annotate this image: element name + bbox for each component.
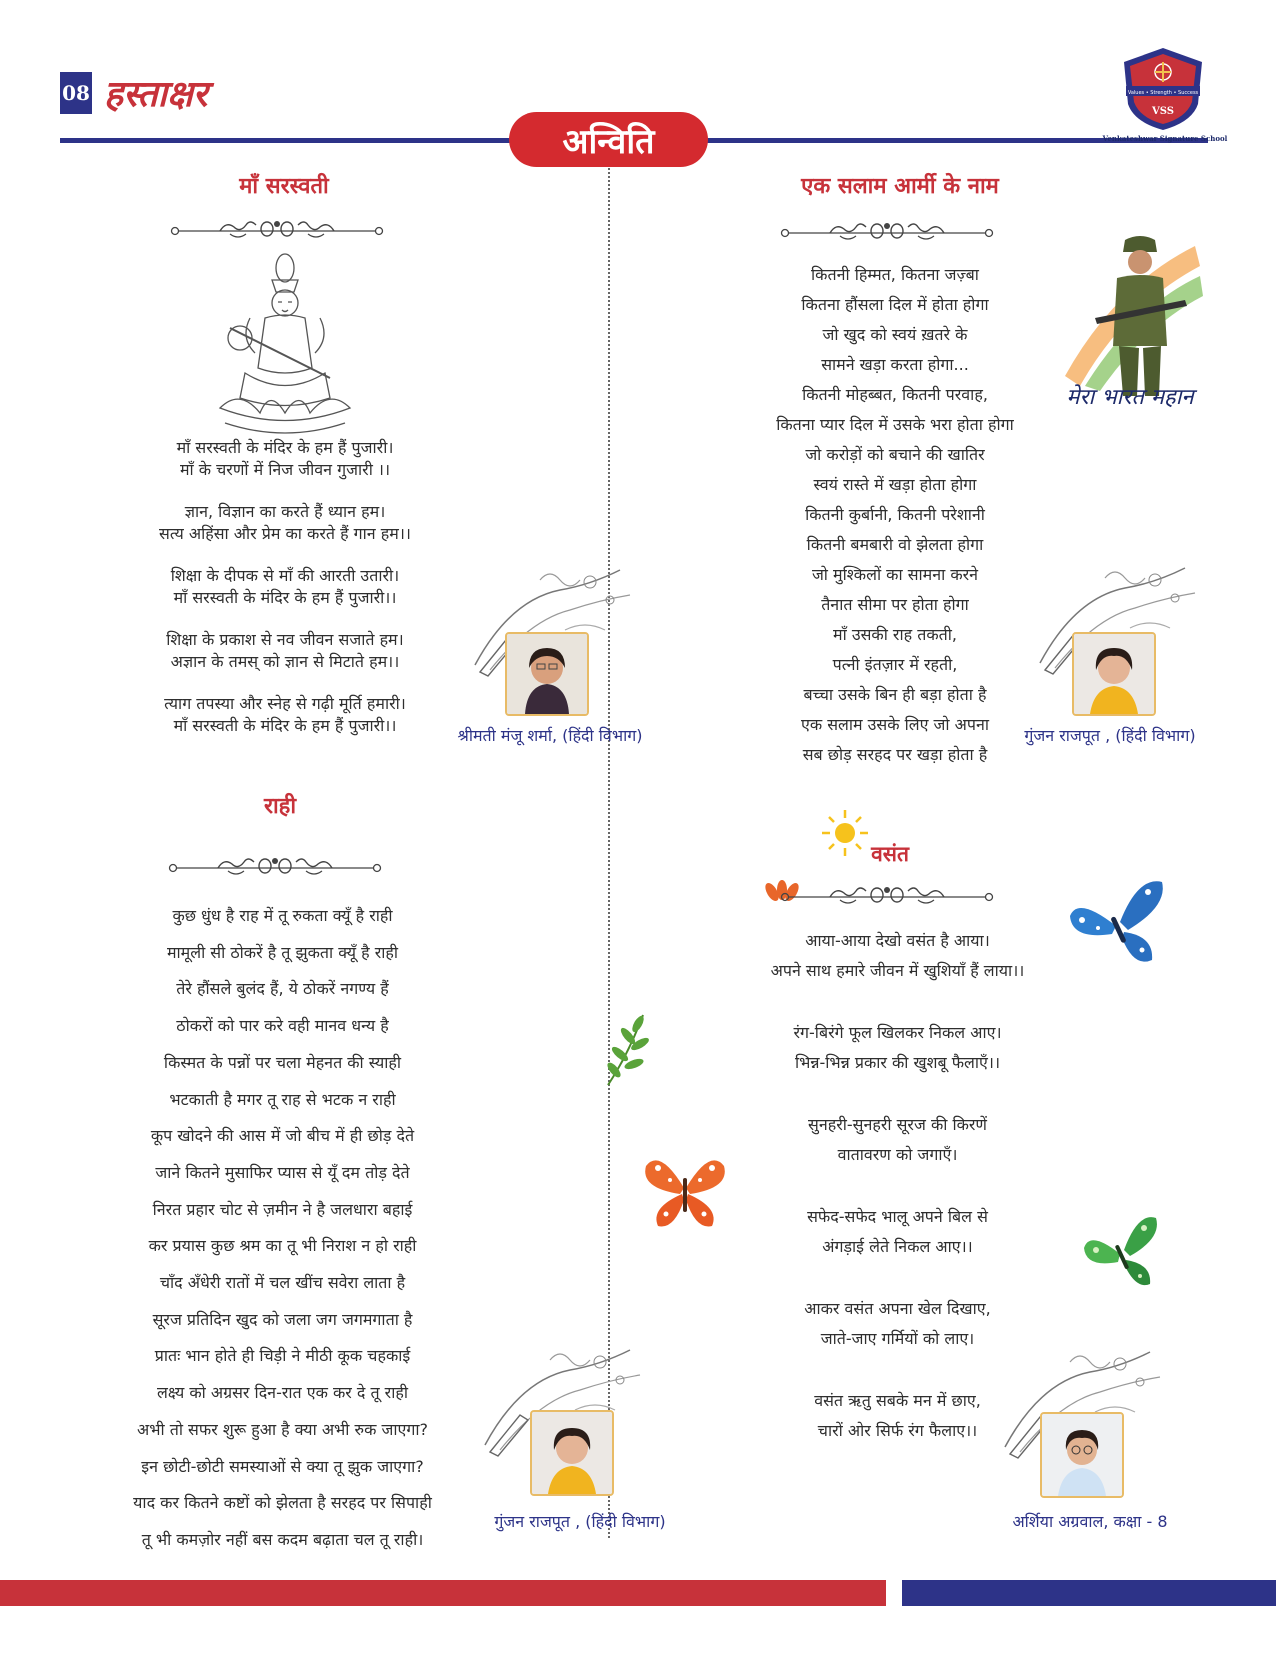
poem-line: जो खुद को स्वयं ख़तरे के (822, 325, 968, 344)
poem-line: त्याग तपस्या और स्नेह से गढ़ी मूर्ति हमारी। (164, 694, 406, 713)
school-crest-icon (1120, 46, 1206, 132)
poem-line: रंग-बिरंगे फूल खिलकर निकल आए। (793, 1023, 1002, 1042)
author-photo (1072, 632, 1156, 716)
author-caption-saraswati: श्रीमती मंजू शर्मा, (हिंदी विभाग) (457, 726, 643, 745)
poem-line: स्वयं रास्ते में खड़ा होता होगा (813, 475, 977, 494)
ornament-divider-icon (780, 884, 995, 910)
person-avatar-icon (507, 634, 587, 714)
poem-line: निरत प्रहार चोट से ज़मीन ने है जलधारा बहाई (152, 1199, 413, 1219)
school-name: Venkateshwar Signature School (1102, 134, 1228, 143)
poem-line: वातावरण को जगाएँ। (837, 1145, 958, 1164)
logo-initials: VSS (1152, 106, 1174, 117)
soldier-illustration (1055, 226, 1205, 416)
poem-line: सुनहरी-सुनहरी सूरज की किरणें (808, 1115, 987, 1134)
author-caption-vasant: अर्शिया अग्रवाल, कक्षा - 8 (1012, 1512, 1168, 1531)
poem-line: आकर वसंत अपना खेल दिखाए, (804, 1299, 991, 1318)
poem-title-army: एक सलाम आर्मी के नाम (801, 174, 999, 199)
poem-line: ठोकरों को पार करे वही मानव धन्य है (176, 1016, 389, 1036)
footer-bar-red (0, 1580, 886, 1606)
poem-line: इन छोटी-छोटी समस्याओं से क्या तू झुक जाएगा? (141, 1456, 424, 1476)
person-avatar-icon (532, 1412, 612, 1494)
page-number: 08 (60, 72, 92, 114)
poem-line: अंगड़ाई लेते निकल आए।। (822, 1237, 973, 1256)
poem-line: सामने खड़ा करता होगा... (821, 355, 969, 374)
poem-line: किस्मत के पन्नों पर चला मेहनत की स्याही (163, 1052, 402, 1072)
poem-line: बच्चा उसके बिन ही बड़ा होता है (803, 685, 987, 704)
poem-line: जो करोड़ों को बचाने की खातिर (805, 445, 985, 464)
poem-line: याद कर कितने कष्टों को झेलता है सरहद पर सिपाही (133, 1493, 432, 1513)
author-caption-army: गुंजन राजपूत , (हिंदी विभाग) (1024, 726, 1196, 745)
author-photo (505, 632, 589, 716)
poem-line: सब छोड़ सरहद पर खड़ा होता है (802, 745, 988, 764)
poem-line: कर प्रयास कुछ श्रम का तू भी निराश न हो राही (148, 1236, 417, 1256)
poem-body-army (730, 260, 1060, 770)
poem-title-vasant: वसंत (871, 842, 909, 866)
poem-line: सूरज प्रतिदिन खुद को जला जग जगमगाता है (152, 1309, 413, 1329)
poem-line: चाँद अँधेरी रातों में चल खींच सवेरा लाता है (159, 1273, 406, 1293)
poem-line: भटकाती है मगर तू राह से भटक न राही (169, 1089, 396, 1109)
poem-line: एक सलाम उसके लिए जो अपना (800, 715, 989, 734)
saraswati-illustration (210, 248, 360, 438)
ornament-divider-icon (170, 218, 385, 244)
footer-bar-blue (902, 1580, 1276, 1606)
poem-line: सत्य अहिंसा और प्रेम का करते हैं गान हम।। (159, 524, 411, 543)
poem-line: सफेद-सफेद भालू अपने बिल से (807, 1207, 988, 1226)
poem-line: पत्नी इंतज़ार में रहती, (832, 655, 958, 674)
poem-line: लक्ष्य को अग्रसर दिन-रात एक कर दे तू राही (157, 1383, 408, 1403)
poem-line: कितनी मोहब्बत, कितनी परवाह, (802, 385, 988, 404)
poem-line: ज्ञान, विज्ञान का करते हैं ध्यान हम। (184, 502, 386, 521)
poem-line: माँ उसकी राह तकती, (833, 625, 957, 644)
poem-line: कूप खोदने की आस में जो बीच में ही छोड़ देते (150, 1126, 415, 1146)
poem-title-rahi: राही (263, 794, 297, 819)
soldier-image-caption: मेरा भारत महान (1066, 385, 1194, 410)
ornament-divider-icon (780, 220, 995, 246)
person-avatar-icon (1042, 1414, 1122, 1496)
magazine-title: हस्ताक्षर (104, 73, 208, 115)
poem-line: माँ सरस्वती के मंदिर के हम हैं पुजारी। (176, 438, 394, 457)
poem-line: शिक्षा के प्रकाश से नव जीवन सजाते हम। (166, 630, 404, 649)
ornament-divider-icon (168, 855, 383, 881)
poem-line: कितनी कुर्बानी, कितनी परेशानी (805, 505, 985, 524)
butterfly-icon (640, 1148, 730, 1233)
poem-body-saraswati (120, 436, 450, 736)
poem-line: जो मुश्किलों का सामना करने (811, 565, 979, 584)
poem-line: अज्ञान के तमस् को ज्ञान से मिटाते हम।। (170, 652, 400, 671)
logo-motto: Values • Strength • Success (1127, 90, 1199, 96)
poem-line: कितनी हिम्मत, कितना जज़्बा (811, 265, 979, 284)
poem-line: चारों ओर सिर्फ रंग फैलाए।। (817, 1421, 978, 1440)
poem-line: तैनात सीमा पर होता होगा (821, 595, 969, 614)
poem-line: मामूली सी ठोकरें है तू झुकता क्यूँ है राही (166, 942, 399, 962)
butterfly-icon (1068, 876, 1168, 968)
poem-line: तू भी कमज़ोर नहीं बस कदम बढ़ाता चल तू राही। (141, 1529, 424, 1549)
person-avatar-icon (1074, 634, 1154, 714)
poem-line: वसंत ऋतु सबके मन में छाए, (814, 1391, 981, 1410)
poem-line: जाने कितने मुसाफिर प्यास से यूँ दम तोड़ देते (155, 1162, 410, 1182)
leaf-branch-icon (598, 1010, 668, 1090)
poem-line: भिन्न-भिन्न प्रकार की खुशबू फैलाएँ।। (794, 1053, 1001, 1072)
poem-line: माँ सरस्वती के मंदिर के हम हैं पुजारी।। (173, 588, 397, 607)
poem-line: कितनी बमबारी वो झेलता होगा (806, 535, 984, 554)
author-photo (530, 1410, 614, 1496)
poem-line: कितना हौंसला दिल में होता होगा (801, 295, 989, 314)
poem-line: अभी तो सफर शुरू हुआ है क्या अभी रुक जाएगा? (137, 1419, 428, 1439)
column-divider (608, 168, 610, 1538)
section-title: अन्विति (509, 112, 708, 167)
poem-line: कितना प्यार दिल में उसके भरा होता होगा (776, 415, 1014, 434)
poem-line: जाते-जाए गर्मियों को लाए। (820, 1329, 975, 1348)
butterfly-icon (1082, 1212, 1162, 1292)
poem-line: प्रातः भान होते ही चिड़ी ने मीठी कूक चहकाई (154, 1346, 411, 1366)
author-caption-rahi: गुंजन राजपूत , (हिंदी विभाग) (494, 1512, 666, 1531)
poem-line: माँ के चरणों में निज जीवन गुजारी ।। (179, 460, 391, 479)
poem-line: माँ सरस्वती के मंदिर के हम हैं पुजारी।। (173, 716, 397, 735)
poem-line: अपने साथ हमारे जीवन में खुशियाँ हैं लाया।। (770, 961, 1025, 980)
poem-body-rahi (100, 898, 465, 1559)
poem-title-saraswati: माँ सरस्वती (239, 174, 329, 199)
poem-line: आया-आया देखो वसंत है आया। (805, 931, 990, 950)
poem-line: कुछ धुंध है राह में तू रुकता क्यूँ है राही (172, 906, 393, 925)
author-photo (1040, 1412, 1124, 1498)
poem-line: तेरे हौंसले बुलंद हैं, ये ठोकरें नगण्य हैं (176, 979, 389, 999)
poem-line: शिक्षा के दीपक से माँ की आरती उतारी। (170, 566, 400, 585)
